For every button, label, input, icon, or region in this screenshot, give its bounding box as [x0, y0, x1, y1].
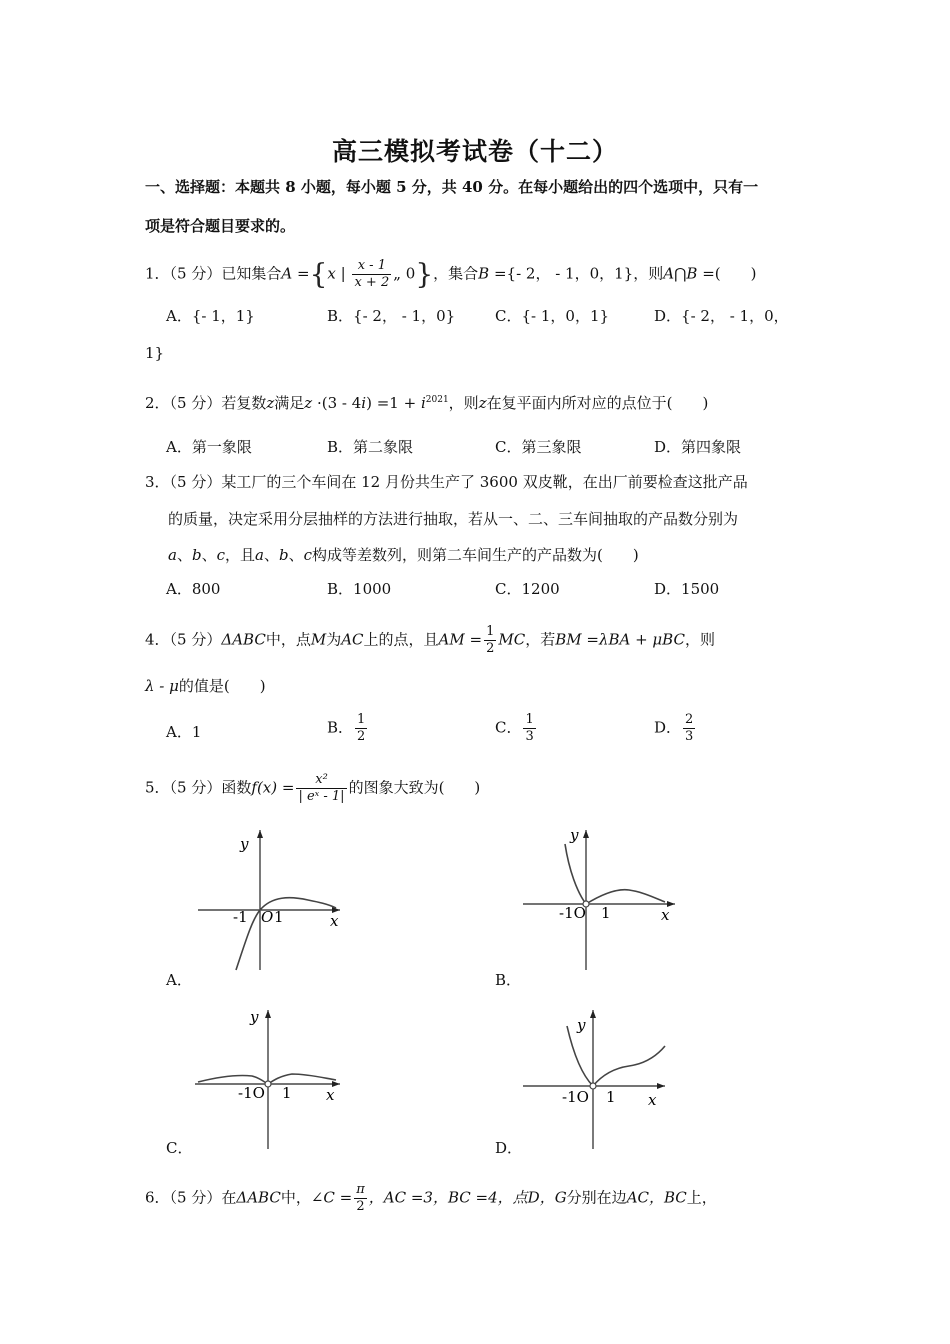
q2-post2: 在复平面内所对应的点位于( ) [486, 394, 709, 412]
q5-graph-d-tick-1: 1 [606, 1088, 616, 1106]
q4-lambda-mu: λ - μ [145, 677, 179, 695]
q1-eq: = [292, 264, 310, 283]
q2-i: i [361, 394, 367, 412]
q6-triangle: ΔABC [236, 1188, 281, 1207]
q4-half-den: 2 [486, 641, 495, 656]
q5-graph-b-y-label: y [570, 826, 579, 844]
q5-frac-num: x² [296, 772, 346, 789]
q3-line2: 的质量，决定采用分层抽样的方法进行抽取，若从一、二、三车间抽取的产品数分别为 [168, 510, 739, 528]
q5-graph-a-tick-neg1: -1 [233, 908, 248, 926]
q1-ask: ，则 [633, 264, 664, 283]
q1-left-brace: { [309, 257, 328, 291]
q4-ruo: ，若 [525, 630, 556, 649]
q5-graph-a-x-label: x [330, 912, 339, 930]
q4-option-a: A．1 [166, 723, 202, 741]
q1-text-pre: 已知集合 [221, 264, 282, 283]
q5-option-a: A． [166, 971, 192, 989]
q4-eq2: =λ [581, 630, 609, 649]
q4-zhong: 中，点 [265, 630, 311, 649]
question-2 [145, 390, 708, 413]
q4-mc: MC [498, 630, 526, 649]
q5-option-c: C． [166, 1139, 193, 1157]
q5-graph-c-y-label: y [250, 1008, 259, 1026]
q5-graph-c [190, 1004, 350, 1154]
page-title: 高三模拟考试卷（十二） [331, 137, 618, 166]
q1-frac-num: x - 1 [352, 258, 391, 275]
q3-b2: b [278, 546, 289, 564]
q4-ac: AC [341, 630, 364, 649]
q1-option-b: B．{- 2， - 1，0} [327, 307, 456, 325]
q5-graph-c-x-label: x [326, 1086, 335, 1104]
q6-end: 上， [686, 1188, 717, 1207]
q4-half [484, 624, 496, 657]
q4-option-b-frac [355, 712, 367, 745]
q1-fraction [352, 258, 391, 291]
q4-option-b-label: B． [327, 718, 354, 737]
q3-end: 构成等差数列，则第二车间生产的产品数为( ) [312, 546, 639, 564]
q4-score: （5 分） [169, 630, 222, 649]
q3-b: b [191, 546, 202, 564]
q4-option-b [327, 712, 369, 745]
q1-score: （5 分） [169, 264, 222, 283]
q5-graph-d-x-arrow [657, 1083, 665, 1089]
q2-z: z [266, 394, 275, 412]
q5-graph-b-y-arrow [583, 830, 589, 838]
q5-fx: (x) = [256, 778, 295, 797]
q1-right-brace: } [415, 257, 434, 291]
section-instructions-line2: 项是符合题目要求的。 [145, 217, 296, 235]
q3-sep4: 、 [288, 546, 304, 564]
q5-graph-d-x-label: x [648, 1091, 657, 1109]
q5-graph-d-tick-neg1o: -1O [562, 1088, 589, 1106]
q5-graph-a-y-label: y [240, 835, 249, 853]
q5-frac-den: | eˣ - 1| [298, 789, 345, 804]
q1-option-d: D．{- 2， - 1，0， [654, 307, 789, 325]
question-4 [145, 624, 715, 657]
q3-number: 3． [145, 473, 170, 491]
q3-sep1: 、 [176, 546, 192, 564]
q5-score: （5 分） [169, 778, 222, 797]
q2-option-c: C．第三象限 [495, 438, 582, 456]
q2-option-d: D．第四象限 [654, 438, 742, 456]
q1-bar: | [335, 264, 351, 283]
q1-option-d-cont: 1} [145, 344, 165, 362]
q6-g: ，G [539, 1188, 567, 1207]
q2-option-b: B．第二象限 [327, 438, 414, 456]
q5-option-d: D． [495, 1139, 523, 1157]
q5-graph-a [190, 822, 350, 972]
q4-triangle: ΔABC [221, 630, 266, 649]
q3-c2: c [303, 546, 313, 564]
q5-graph-c-y-arrow [265, 1010, 271, 1018]
q1-option-c: C．{- 1，0，1} [495, 307, 610, 325]
q5-graph-d-hole [590, 1083, 596, 1089]
q5-graph-a-tick-1: 1 [274, 908, 284, 926]
q5-fraction [296, 772, 346, 805]
q3-c: c [216, 546, 225, 564]
q4-m: M [310, 630, 327, 649]
q4-half-num: 1 [486, 624, 495, 639]
q6-bc: BC =4，点 [447, 1188, 528, 1207]
q3-line3 [168, 545, 639, 565]
q4-option-b-den: 2 [357, 729, 366, 744]
q6-score: （5 分） [169, 1188, 222, 1207]
q5-graph-c-hole [265, 1081, 271, 1087]
q3-sep2: 、 [201, 546, 217, 564]
q4-option-c [495, 712, 538, 745]
q2-score: （5 分） [169, 394, 222, 412]
q1-option-a: A．{- 1，1} [166, 307, 255, 325]
q5-number: 5． [145, 778, 170, 797]
q2-z3: z [478, 394, 487, 412]
q6-pi-num: π [356, 1182, 365, 1197]
q5-graph-b-tick-neg1o: -1O [559, 904, 586, 922]
q4-de: 的值是( ) [178, 677, 266, 695]
q4-option-c-frac [523, 712, 535, 745]
q6-fen: 分别在边 [566, 1188, 627, 1207]
q1-ask-end: =( ) [697, 264, 757, 283]
q4-am: AM [438, 630, 465, 649]
q3-a: a [168, 546, 177, 564]
q1-set-a: A [281, 264, 293, 283]
q4-option-d-label: D． [654, 718, 682, 737]
q5-graph-c-tick-1: 1 [282, 1084, 292, 1102]
q5-graph-c-tick-neg1o: -1O [238, 1084, 265, 1102]
q5-graph-b-curve [565, 844, 665, 904]
q3-mid: ，且 [225, 546, 256, 564]
q5-option-b: B． [495, 971, 522, 989]
q1-frac-den: x + 2 [354, 275, 390, 290]
q4-option-c-den: 3 [525, 729, 534, 744]
q4-option-d [654, 712, 697, 745]
q1-ask-a: A [663, 264, 675, 283]
q2-exp: 2021 [425, 395, 449, 405]
q4-plus: + μ [630, 630, 663, 649]
q4-wei: 为 [326, 630, 342, 649]
q2-post: ，则 [448, 394, 479, 412]
q2-pre: 若复数 [221, 394, 267, 412]
q4-option-d-frac [683, 712, 695, 745]
q4-option-d-den: 3 [685, 729, 694, 744]
section-instructions-line1: 一、选择题：本题共 8 小题，每小题 5 分，共 40 分。在每小题给出的四个选项中，只有一 [145, 178, 759, 196]
q3-option-d: D．1500 [654, 580, 720, 598]
question-5 [145, 772, 480, 805]
q1-ask-b: B [686, 264, 698, 283]
q1-set-b-val: ={- 2， - 1，0，1} [489, 264, 634, 283]
q2-i2: i [420, 394, 426, 412]
q6-angle: ∠C = [310, 1188, 353, 1207]
q3-option-b: B．1000 [327, 580, 392, 598]
q5-graph-d-curve [567, 1026, 665, 1086]
q4-option-c-label: C． [495, 718, 522, 737]
q5-graph-a-origin: O [261, 908, 274, 926]
question-1 [145, 258, 756, 291]
q1-set-b: B [478, 264, 490, 283]
q4-line2 [145, 676, 266, 696]
q3-option-a: A．800 [166, 580, 221, 598]
q6-pre: 在 [221, 1188, 237, 1207]
q1-cap: ⋂ [674, 264, 687, 283]
q5-graph-b [515, 822, 685, 972]
q4-option-d-num: 2 [685, 712, 694, 727]
q6-pi-den: 2 [356, 1199, 365, 1214]
q6-bc2: ，BC [649, 1188, 687, 1207]
q3-sep3: 、 [263, 546, 279, 564]
q2-option-a: A．第一象限 [166, 438, 252, 456]
q5-graph-b-x-label: x [661, 906, 670, 924]
q2-mid: 满足 [274, 394, 305, 412]
q5-pre: 函数 [221, 778, 252, 797]
q4-eq: = [464, 630, 483, 649]
q1-rel: „ 0 [393, 264, 416, 283]
q4-option-c-num: 1 [525, 712, 534, 727]
q5-graph-b-tick-1: 1 [601, 904, 611, 922]
q6-ac: ，AC =3， [368, 1188, 448, 1207]
q1-mid: ，集合 [433, 264, 479, 283]
q6-pi-frac [354, 1182, 367, 1215]
q2-number: 2． [145, 394, 170, 412]
q5-f: f [251, 778, 257, 797]
q4-ze: ，则 [684, 630, 715, 649]
q6-zhong: 中， [280, 1188, 311, 1207]
q4-number: 4． [145, 630, 170, 649]
q6-d: D [527, 1188, 540, 1207]
q6-number: 6． [145, 1188, 170, 1207]
q3-option-c: C．1200 [495, 580, 560, 598]
q5-graph-a-y-arrow [257, 830, 263, 838]
q4-bc: BC [662, 630, 685, 649]
q3-a2: a [255, 546, 264, 564]
q5-graph-d-y-label: y [577, 1016, 586, 1034]
q6-ac2: AC [626, 1188, 649, 1207]
q5-graph-d [515, 1004, 685, 1154]
q3-line1: （5 分）某工厂的三个车间在 12 月份共生产了 3600 双皮靴，在出厂前要检查这批产品 [169, 473, 748, 491]
q5-graph-a-curve [236, 898, 336, 970]
q1-number: 1． [145, 264, 170, 283]
q2-expr2: ) =1 + [366, 394, 421, 412]
q4-bm: BM [555, 630, 582, 649]
q5-graph-d-y-arrow [590, 1010, 596, 1018]
question-3 [145, 472, 748, 492]
q1-x: x [327, 264, 336, 283]
q4-shang: 上的点，且 [363, 630, 439, 649]
q4-ba: BA [608, 630, 631, 649]
q2-expr: ·(3 - 4 [312, 394, 362, 412]
question-6 [145, 1182, 717, 1215]
q5-post: 的图象大致为( ) [348, 778, 481, 797]
q4-option-b-num: 1 [357, 712, 366, 727]
q2-z2: z [304, 394, 313, 412]
